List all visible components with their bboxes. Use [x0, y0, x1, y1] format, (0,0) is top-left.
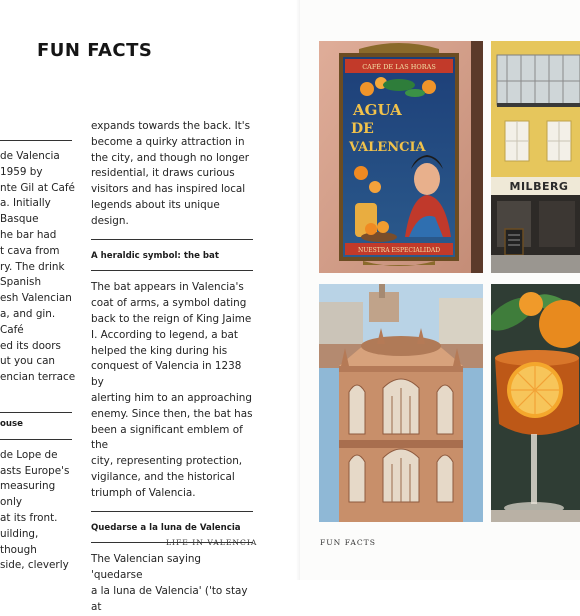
text-line: nte Gil at Café	[0, 181, 75, 194]
section-rule	[91, 270, 253, 271]
paragraph-agua-de-valencia	[0, 149, 76, 386]
text-line: side, cleverly	[0, 559, 69, 572]
text-column-1	[0, 140, 76, 574]
text-line: 1959 by	[0, 165, 43, 178]
text-line: de Valencia	[0, 150, 60, 162]
page-title: FUN FACTS	[37, 40, 153, 61]
text-line: esh Valencian	[0, 292, 72, 305]
text-line: visitors and has inspired local	[91, 183, 246, 196]
text-line: uilding, though	[0, 527, 39, 556]
text-line: The Valencian saying 'quedarse	[91, 553, 202, 582]
paragraph-luna-de-valencia	[91, 552, 253, 615]
text-line: Spanish	[0, 276, 42, 289]
text-line: t cava from	[0, 244, 60, 257]
paragraph-narrow-house	[0, 448, 76, 574]
text-line: legends about its unique design.	[91, 198, 220, 227]
text-line: enemy. Since then, the bat has	[91, 407, 253, 420]
text-line: Basque	[0, 213, 39, 226]
text-line: become a quirky attraction in	[91, 135, 245, 148]
section-rule	[91, 239, 253, 240]
section-heading: Quedarse a la luna de Valencia	[91, 522, 241, 533]
section-rule	[91, 511, 253, 512]
shop-sign-text: MILBERG	[509, 180, 569, 193]
section-rule	[0, 140, 72, 141]
text-line: alerting him to an approaching	[91, 391, 252, 404]
text-line: vigilance, and the historical	[91, 470, 235, 483]
running-footer-right: FUN FACTS	[320, 538, 376, 547]
text-line: encian terrace	[0, 371, 76, 384]
section-rule	[0, 412, 72, 413]
text-line: ut you can	[0, 355, 56, 368]
photo-cathedral-tower	[319, 284, 483, 522]
section-heading: ouse	[0, 418, 23, 429]
text-line: back to the reign of King Jaime	[91, 312, 252, 325]
tile-sign-line-valencia: VALENCIA	[349, 140, 426, 155]
text-line: helped the king during his	[91, 344, 228, 357]
text-line: been a significant emblem of the	[91, 423, 243, 452]
photo-cocktail-glass	[491, 284, 580, 522]
tile-sign-bottom-text: NUESTRA ESPECIALIDAD	[357, 247, 441, 254]
text-line: expands towards the back. It's	[91, 120, 250, 132]
text-line: the city, and though no longer	[91, 151, 250, 164]
tile-sign-top-text: CAFÉ DE LAS HORAS	[362, 63, 436, 71]
paragraph-heraldic-bat	[91, 280, 253, 501]
text-line: The bat appears in Valencia's	[91, 281, 244, 294]
text-line: de Lope de	[0, 448, 58, 461]
text-line: asts Europe's	[0, 464, 70, 477]
running-footer-left: LIFE IN VALENCIA	[166, 538, 258, 547]
text-line: measuring only	[0, 480, 56, 509]
section-heading: A heraldic symbol: the bat	[91, 250, 219, 261]
text-line: a la luna de Valencia' ('to stay at	[91, 584, 248, 613]
tile-sign-line-de: DE	[351, 121, 374, 137]
text-line: triumph of Valencia.	[91, 486, 196, 499]
text-line: a, and gin. Café	[0, 307, 56, 336]
section-rule	[0, 439, 72, 440]
text-line: conquest of Valencia in 1238 by	[91, 360, 242, 389]
text-line: ry. The drink	[0, 260, 65, 273]
text-line: coat of arms, a symbol dating	[91, 297, 247, 310]
photo-milberg-shopfront	[491, 41, 580, 273]
text-line: ed its doors	[0, 339, 61, 352]
text-line: a. Initially	[0, 197, 51, 210]
text-line: at its front.	[0, 511, 58, 524]
text-line: residential, it draws curious	[91, 167, 235, 180]
photo-agua-de-valencia-tile-sign	[319, 41, 483, 273]
text-line: I. According to legend, a bat	[91, 328, 238, 341]
paragraph-narrow-house-cont	[91, 119, 253, 230]
text-line: city, representing protection,	[91, 455, 243, 468]
tile-sign-line-agua: AGUA	[353, 101, 402, 119]
text-line: he bar had	[0, 228, 57, 241]
